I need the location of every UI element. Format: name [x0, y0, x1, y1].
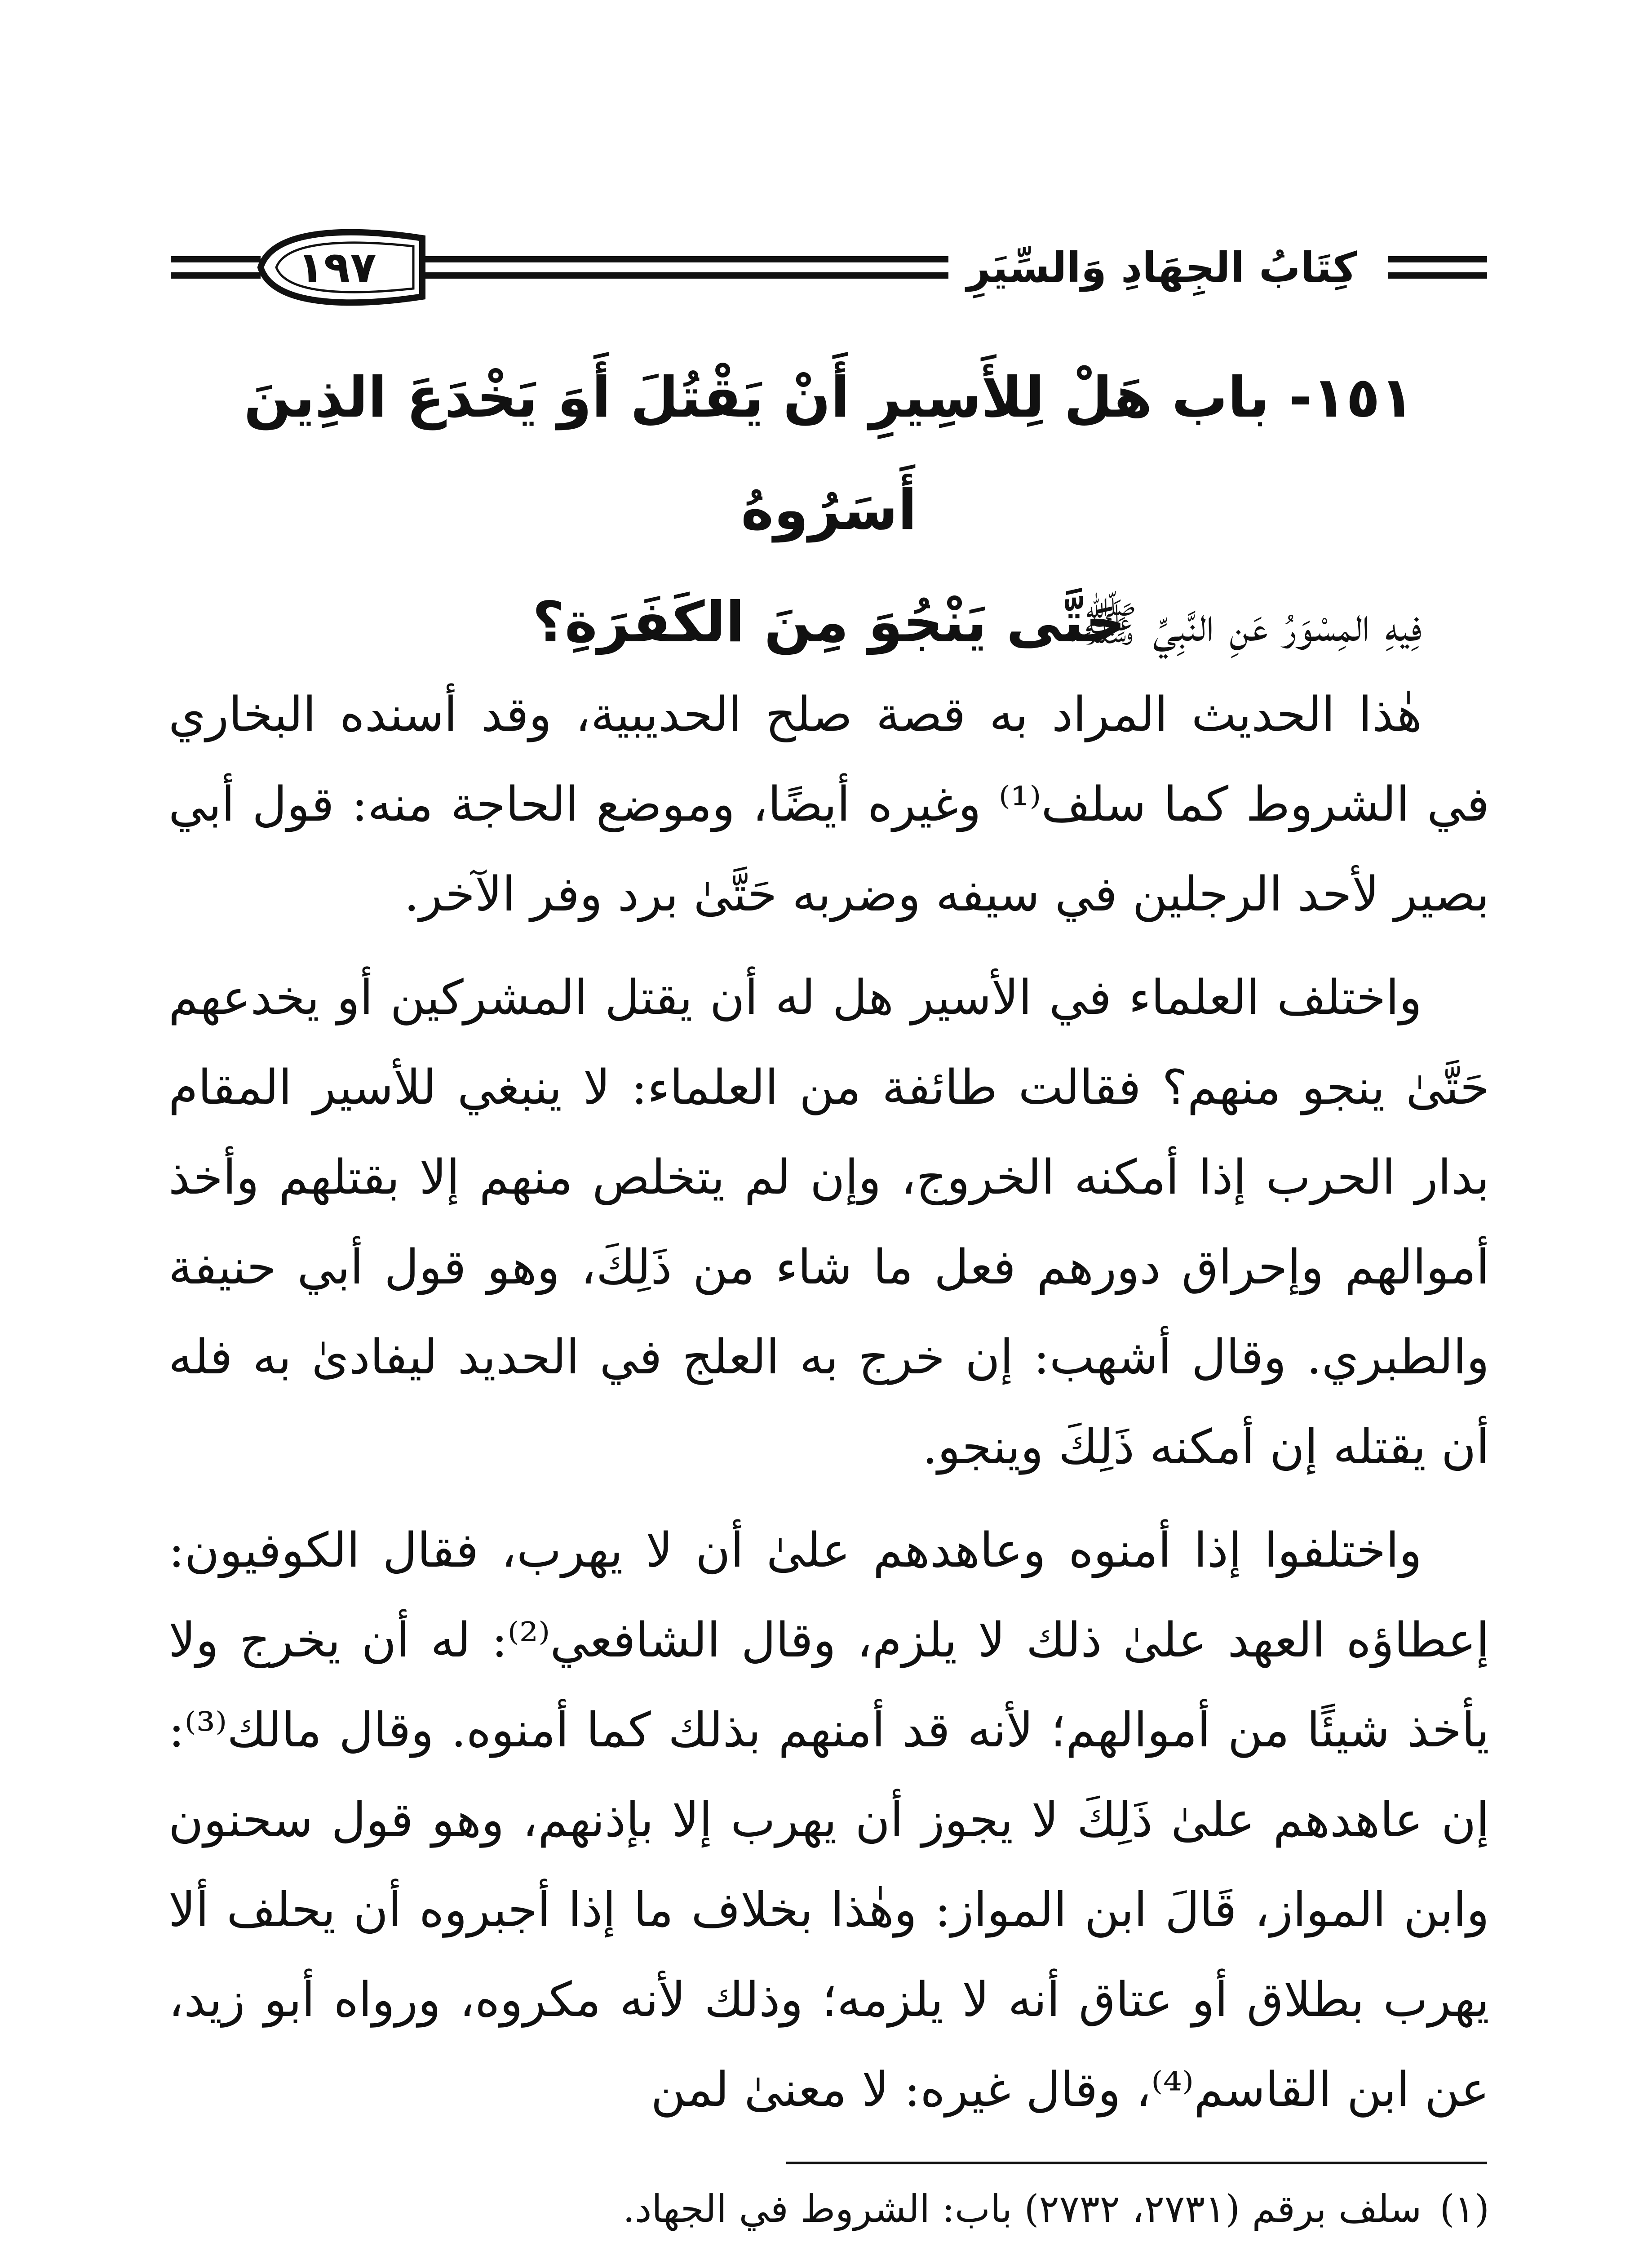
footnote-row [168, 2243, 1489, 2247]
footnote-divider [786, 2162, 1487, 2164]
paragraph-2: واختلف العلماء في الأسير هل له أن يقتل المشركين أو يخدعهم حَتَّىٰ ينجو منهم؟ فقالت طائفة من العلماء: لا ينبغي للأسير المقام بدار الحرب إذا أمكنه الخروج، وإن لم يتخلص منهم إلا بقتلهم وأخذ أموالهم وإحراق دورهم فعل ما شاء من ذَلِكَ، وهو قول أبي حنيفة والطبري. وقال أشهب: إن خرج به العلج في الحديد ليفادىٰ به فله أن يقتله إن أمكنه ذَلِكَ وينجو. [168, 970, 1489, 1474]
footnotes [168, 2175, 1489, 2247]
running-title: كِتَابُ الجِهَادِ وَالسِّيَرِ [948, 236, 1375, 299]
chapter-title-line-1: ١٥١- باب هَلْ لِلأَسِيرِ أَنْ يَقْتُلَ أَوَ يَخْدَعَ الذِينَ أَسَرُوهُ [244, 365, 1414, 542]
page-number: ١٩٧ [297, 242, 376, 293]
lead-paragraph: فِيهِ المِسْوَرُ عَنِ النَّبِيِّ ﷺ. [1065, 597, 1422, 652]
footnote-row [168, 2175, 1489, 2243]
footnote-text: سلف برقم (٢٧٣١، ٢٧٣٢) باب: الشروط في الجهاد. [623, 2187, 1422, 2231]
page-header [171, 211, 1487, 324]
footnote-2 [1190, 2243, 1489, 2247]
body-text [168, 580, 1489, 2148]
footnote-1 [623, 2175, 1489, 2243]
footnote-marker: (١) [1439, 2187, 1489, 2231]
chapter-title-line-2: حَتَّى يَنْجُوَ مِنَ الكَفَرَةِ؟ [532, 590, 1126, 655]
paragraph-1: هٰذا الحديث المراد به قصة صلح الحديبية، وقد أسنده البخاري في الشروط كما سلف⁽¹⁾ وغيره أيضًا، وموضع الحاجة منه: قول أبي بصير لأحد الرجلين في سيفه وضربه حَتَّىٰ برد وفر الآخر. [168, 687, 1490, 922]
paragraph-3: واختلفوا إذا أمنوه وعاهدهم علىٰ أن لا يهرب، فقال الكوفيون: إعطاؤه العهد علىٰ ذلك لا يلزم، وقال الشافعي⁽²⁾: له أن يخرج ولا يأخذ شيئًا من أموالهم؛ لأنه قد أمنهم بذلك كما أمنوه. وقال مالك⁽³⁾: إن عاهدهم علىٰ ذَلِكَ لا يجوز أن يهرب إلا بإذنهم، وهو قول سحنون وابن المواز، قَالَ ابن المواز: وهٰذا بخلاف ما إذا أجبروه أن يحلف ألا يهرب بطلاق أو عتاق أنه لا يلزمه؛ وذلك لأنه مكروه، ورواه أبو زيد، عن ابن القاسم⁽⁴⁾، وقال غيره: لا معنىٰ لمن [168, 1523, 1489, 2117]
footnote-marker [1439, 2243, 1489, 2247]
